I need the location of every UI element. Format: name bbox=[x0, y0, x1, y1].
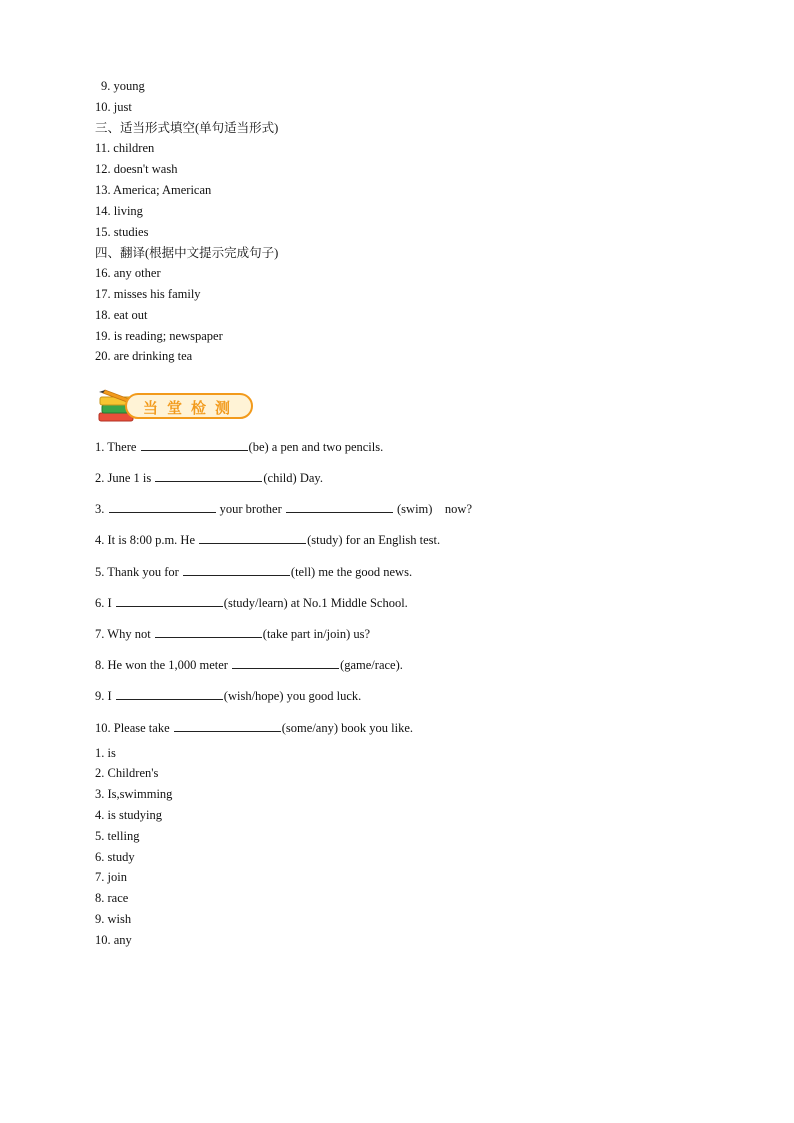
answer-item: 3. Is,swimming bbox=[95, 787, 173, 801]
exercise-hint: (be) a pen and two pencils. bbox=[248, 440, 384, 454]
answer-item: 10. any bbox=[95, 933, 132, 947]
exercise-prompt: 3. bbox=[95, 502, 105, 516]
answer-blank[interactable] bbox=[286, 500, 393, 513]
answer-blank[interactable] bbox=[155, 625, 262, 638]
answer-blank[interactable] bbox=[116, 594, 223, 607]
section-3-title: 三、适当形式填空(单句适当形式) bbox=[95, 121, 279, 135]
answer-blank[interactable] bbox=[199, 531, 306, 544]
answer-item: 12. doesn't wash bbox=[95, 162, 178, 176]
answer-blank[interactable] bbox=[183, 563, 290, 576]
answer-item: 9. wish bbox=[95, 912, 132, 926]
exercise-prompt: 2. June 1 is bbox=[95, 471, 152, 485]
exercise-hint: (study/learn) at No.1 Middle School. bbox=[223, 596, 408, 610]
exercise-hint: (some/any) book you like. bbox=[281, 721, 413, 735]
answer-item: 10. just bbox=[95, 100, 132, 114]
answer-blank[interactable] bbox=[232, 656, 339, 669]
answer-item: 20. are drinking tea bbox=[95, 349, 193, 363]
exercise-row bbox=[95, 500, 472, 517]
section-4-title: 四、翻译(根据中文提示完成句子) bbox=[95, 246, 279, 260]
answer-blank[interactable] bbox=[155, 469, 262, 482]
exercise-prompt: 6. I bbox=[95, 596, 112, 610]
exercise-prompt: 1. There bbox=[95, 440, 137, 454]
answer-item: 14. living bbox=[95, 204, 143, 218]
answer-item: 18. eat out bbox=[95, 308, 148, 322]
answer-item: 1. is bbox=[95, 746, 116, 760]
section-banner bbox=[95, 387, 260, 425]
answer-item: 13. America; American bbox=[95, 183, 212, 197]
exercise-hint: (child) Day. bbox=[263, 471, 323, 485]
answer-item: 6. study bbox=[95, 850, 135, 864]
answer-blank[interactable] bbox=[109, 500, 216, 513]
exercise-row bbox=[95, 594, 408, 611]
exercise-prompt: 9. I bbox=[95, 689, 112, 703]
exercise-row bbox=[95, 563, 412, 580]
answer-item: 11. children bbox=[95, 141, 155, 155]
exercise-row bbox=[95, 687, 361, 704]
exercise-row bbox=[95, 656, 403, 673]
exercise-hint: (wish/hope) you good luck. bbox=[223, 689, 362, 703]
exercise-prompt: 10. Please take bbox=[95, 721, 170, 735]
exercise-hint: (tell) me the good news. bbox=[290, 565, 413, 579]
exercise-middle: your brother bbox=[219, 502, 282, 516]
answer-item: 19. is reading; newspaper bbox=[95, 329, 223, 343]
banner-title: 当堂检测 bbox=[143, 399, 240, 417]
answer-item: 9. young bbox=[101, 79, 145, 93]
answer-item: 7. join bbox=[95, 870, 127, 884]
exercise-row bbox=[95, 719, 413, 736]
exercise-hint: (take part in/join) us? bbox=[262, 627, 371, 641]
answer-item: 16. any other bbox=[95, 266, 161, 280]
answer-item: 2. Children's bbox=[95, 766, 159, 780]
exercise-hint: (game/race). bbox=[340, 658, 403, 672]
answer-blank[interactable] bbox=[116, 687, 223, 700]
exercise-row bbox=[95, 469, 323, 486]
exercise-prompt: 4. It is 8:00 p.m. He bbox=[95, 533, 195, 547]
exercise-row bbox=[95, 625, 370, 642]
answer-item: 8. race bbox=[95, 891, 129, 905]
exercise-row bbox=[95, 531, 440, 548]
answer-item: 4. is studying bbox=[95, 808, 163, 822]
answer-blank[interactable] bbox=[141, 438, 248, 451]
exercise-hint: (swim) now? bbox=[397, 502, 473, 516]
answer-item: 5. telling bbox=[95, 829, 140, 843]
answer-item: 17. misses his family bbox=[95, 287, 201, 301]
answer-item: 15. studies bbox=[95, 225, 149, 239]
exercise-prompt: 5. Thank you for bbox=[95, 565, 179, 579]
exercise-prompt: 7. Why not bbox=[95, 627, 151, 641]
exercise-hint: (study) for an English test. bbox=[307, 533, 441, 547]
exercise-row bbox=[95, 438, 383, 455]
answer-blank[interactable] bbox=[174, 719, 281, 732]
exercise-prompt: 8. He won the 1,000 meter bbox=[95, 658, 228, 672]
